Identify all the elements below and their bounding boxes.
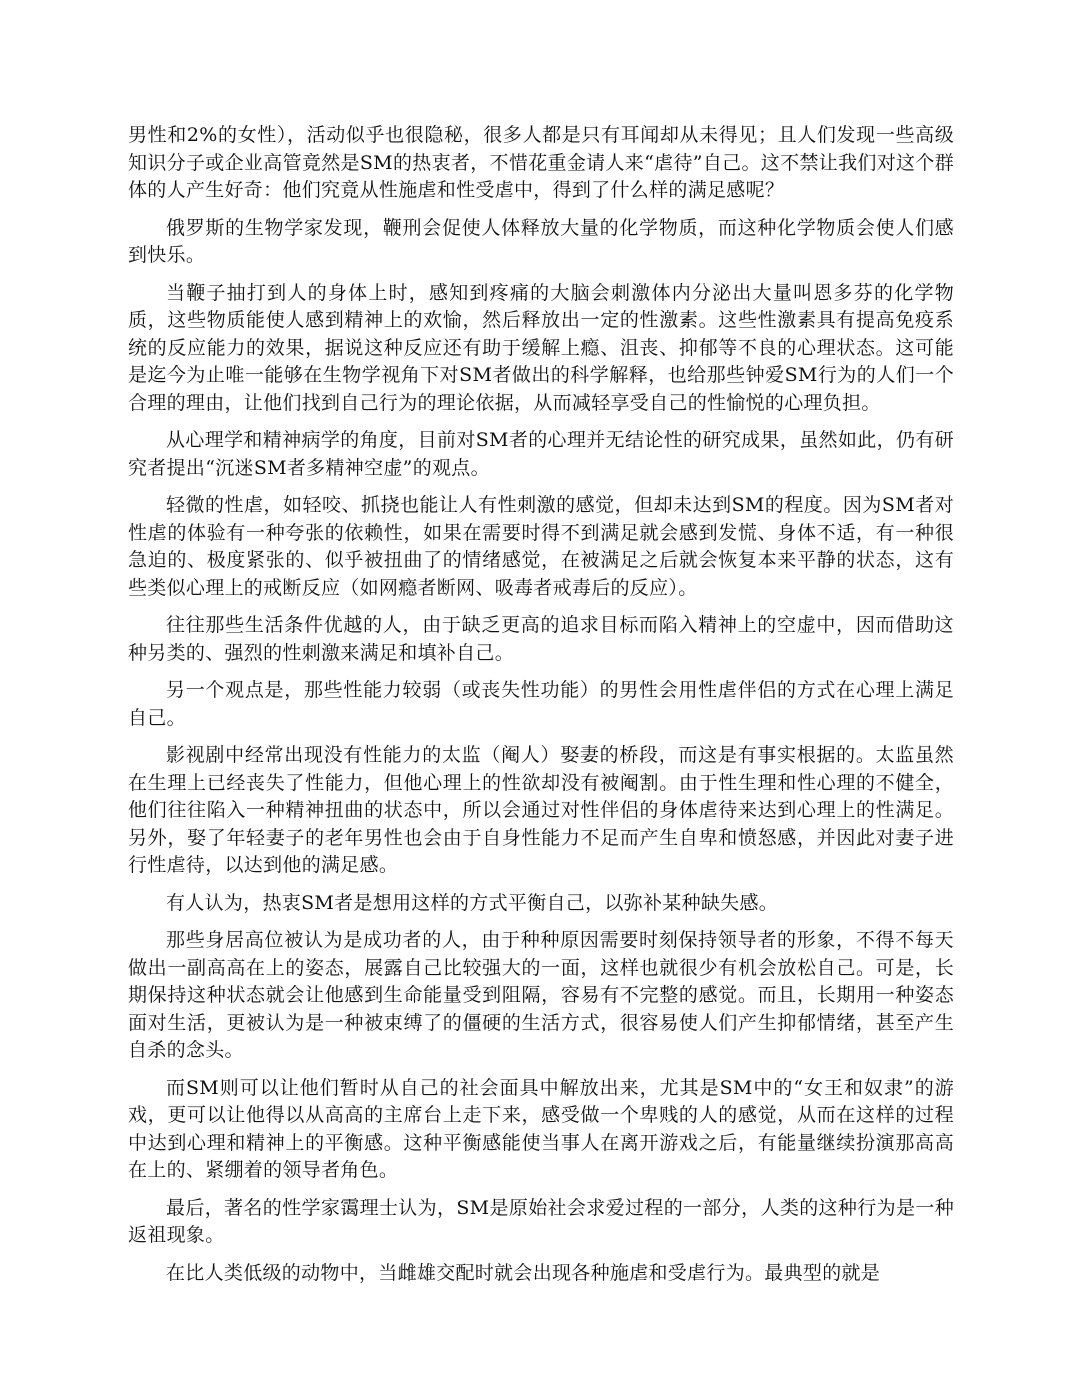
paragraph-6: 往往那些生活条件优越的人，由于缺乏更高的追求目标而陷入精神上的空虚中，因而借助这种另类的、强烈的性刺激来满足和填补自己。 bbox=[128, 614, 954, 664]
paragraph-10: 那些身居高位被认为是成功者的人，由于种种原因需要时刻保持领导者的形象，不得不每天做出一副高高在上的姿态，展露自己比较强大的一面，这样也就很少有机会放松自己。可是，长期保持这种状态就会让他感到生命能量受到阻隔，容易有不完整的感觉。而且，长期用一种姿态面对生活，更被认为是一种被束缚了的僵硬的生活方式，很容易使人们产生抑郁情绪，甚至产生自杀的念头。 bbox=[128, 929, 954, 1061]
paragraph-11: 而SM则可以让他们暂时从自己的社会面具中解放出来，尤其是SM中的“女王和奴隶”的游戏，更可以让他得以从高高的主席台上走下来，感受做一个卑贱的人的感觉，从而在这样的过程中达到心理和精神上的平衡感。这种平衡感能使当事人在离开游戏之后，有能量继续扮演那高高在上的、紧绷着的领导者角色。 bbox=[128, 1076, 954, 1181]
paragraph-12: 最后，著名的性学家霭理士认为，SM是原始社会求爱过程的一部分，人类的这种行为是一种返祖现象。 bbox=[128, 1196, 954, 1246]
document-page bbox=[128, 122, 954, 1297]
paragraph-8: 影视剧中经常出现没有性能力的太监（阉人）娶妻的桥段，而这是有事实根据的。太监虽然在生理上已经丧失了性能力，但他心理上的性欲却没有被阉割。由于性生理和性心理的不健全，他们往往陷入一种精神扭曲的状态中，所以会通过对性伴侣的身体虐待来达到心理上的性满足。另外，娶了年轻妻子的老年男性也会由于自身性能力不足而产生自卑和愤怒感，并因此对妻子进行性虐待，以达到他的满足感。 bbox=[128, 744, 954, 876]
paragraph-3: 当鞭子抽打到人的身体上时，感知到疼痛的大脑会刺激体内分泌出大量叫恩多芬的化学物质，这些物质能使人感到精神上的欢愉，然后释放出一定的性激素。这些性激素具有提高免疫系统的反应能力的效果，据说这种反应还有助于缓解上瘾、沮丧、抑郁等不良的心理状态。这可能是迄今为止唯一能够在生物学视角下对SM者做出的科学解释，也给那些钟爱SM行为的人们一个合理的理由，让他们找到自己行为的理论依据，从而减轻享受自己的性愉悦的心理负担。 bbox=[128, 281, 954, 414]
paragraph-2: 俄罗斯的生物学家发现，鞭刑会促使人体释放大量的化学物质，而这种化学物质会使人们感到快乐。 bbox=[128, 216, 954, 266]
paragraph-5: 轻微的性虐，如轻咬、抓挠也能让人有性刺激的感觉，但却未达到SM的程度。因为SM者对性虐的体验有一种夸张的依赖性，如果在需要时得不到满足就会感到发慌、身体不适，有一种很急迫的、极度紧张的、似乎被扭曲了的情绪感觉，在被满足之后就会恢复本来平静的状态，这有些类似心理上的戒断反应（如网瘾者断网、吸毒者戒毒后的反应）。 bbox=[128, 494, 954, 599]
paragraph-7: 另一个观点是，那些性能力较弱（或丧失性功能）的男性会用性虐伴侣的方式在心理上满足自己。 bbox=[128, 679, 954, 729]
paragraph-4: 从心理学和精神病学的角度，目前对SM者的心理并无结论性的研究成果，虽然如此，仍有研究者提出“沉迷SM者多精神空虚”的观点。 bbox=[128, 429, 954, 479]
paragraph-9: 有人认为，热衷SM者是想用这样的方式平衡自己，以弥补某种缺失感。 bbox=[166, 891, 779, 914]
paragraph-1: 男性和2%的女性），活动似乎也很隐秘，很多人都是只有耳闻却从未得见；且人们发现一些高级知识分子或企业高管竟然是SM的热衷者，不惜花重金请人来“虐待”自己。这不禁让我们对这个群体的人产生好奇：他们究竟从性施虐和性受虐中，得到了什么样的满足感呢？ bbox=[128, 124, 954, 201]
paragraph-13: 在比人类低级的动物中，当雌雄交配时就会出现各种施虐和受虐行为。最典型的就是 bbox=[166, 1261, 881, 1284]
